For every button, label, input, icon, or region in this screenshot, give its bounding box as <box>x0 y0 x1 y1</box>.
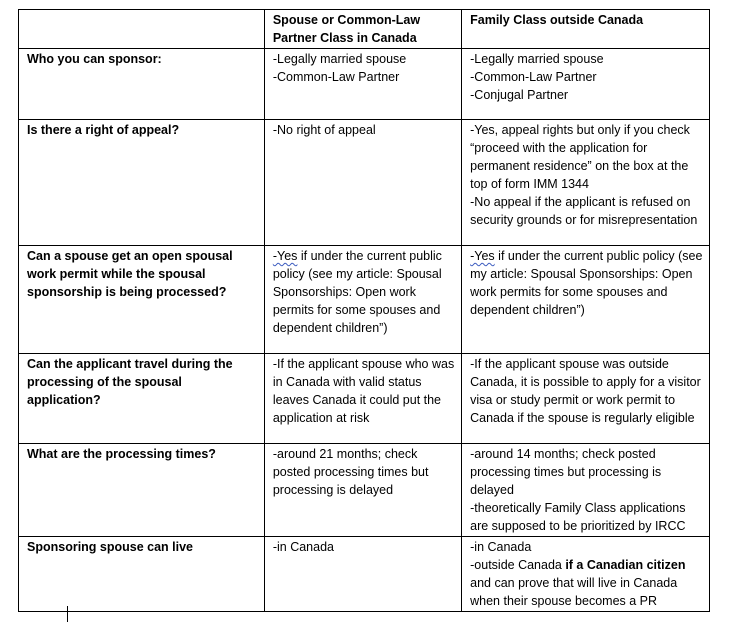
cell-line: -Conjugal Partner <box>470 88 569 102</box>
cell-line: -Yes, appeal rights but only if you check “proceed with the application for permanent residence” on the box at the top of form IMM 1344 <box>470 123 694 191</box>
cell-line: -Legally married spouse <box>272 52 407 66</box>
table-row <box>19 49 710 120</box>
cell-line: -around 14 months; check posted processing times but processing is delayed <box>470 447 665 497</box>
cell-col3[interactable] <box>462 537 710 612</box>
cell-col3[interactable] <box>462 49 710 120</box>
header-spouse-class-in-canada[interactable] <box>264 10 461 49</box>
cell-col3[interactable] <box>462 354 710 444</box>
cell-text: and can prove that will live in Canada when their spouse becomes a PR <box>470 558 689 608</box>
row-label: Can a spouse get an open spousal work permit while the spousal sponsorship is being processed? <box>27 249 233 299</box>
row-label: Who you can sponsor: <box>27 52 162 66</box>
row-label-cell[interactable] <box>19 354 265 444</box>
row-label-cell[interactable] <box>19 120 265 246</box>
row-label: Sponsoring spouse can live <box>27 540 194 554</box>
cell-line: -Legally married spouse <box>470 52 604 66</box>
cell-col3[interactable] <box>462 444 710 537</box>
cell-text: if under the current public policy (see my article: Spousal Sponsorships: Open work permits for some spouses and dependent children”) <box>470 249 703 317</box>
cell-line: -theoretically Family Class applications are supposed to be prioritized by IRCC <box>470 501 689 533</box>
row-label: Is there a right of appeal? <box>27 123 180 137</box>
cell-line <box>470 556 703 610</box>
cell-col2[interactable] <box>264 444 461 537</box>
cell-line: -Common-Law Partner <box>470 70 597 84</box>
cell-col2[interactable] <box>264 537 461 612</box>
header-family-class-outside-canada[interactable] <box>462 10 710 49</box>
cell-col2[interactable] <box>264 120 461 246</box>
comparison-table <box>18 9 710 612</box>
cell-col3[interactable] <box>462 120 710 246</box>
header-empty-cell[interactable] <box>19 10 265 49</box>
cell-line: -in Canada <box>470 540 532 554</box>
text-cursor <box>67 606 68 622</box>
cell-line: -No right of appeal <box>272 123 376 137</box>
table-row <box>19 120 710 246</box>
table-header-row <box>19 10 710 49</box>
table-row <box>19 246 710 354</box>
header-col3-text: Family Class outside Canada <box>470 13 644 27</box>
spellcheck-word: -Yes <box>470 249 495 263</box>
row-label-cell[interactable] <box>19 246 265 354</box>
table-row <box>19 444 710 537</box>
row-label-cell[interactable] <box>19 49 265 120</box>
spellcheck-word: -Yes <box>272 249 298 263</box>
cell-line: -Common-Law Partner <box>272 70 400 84</box>
cell-line: -around 21 months; check posted processing times but processing is delayed <box>272 447 432 497</box>
header-col2-text: Spouse or Common-Law Partner Class in Canada <box>272 13 421 45</box>
row-label: Can the applicant travel during the processing of the spousal application? <box>27 357 233 407</box>
row-label-cell[interactable] <box>19 444 265 537</box>
bold-text: if a Canadian citizen <box>565 558 686 572</box>
cell-col3[interactable] <box>462 246 710 354</box>
row-label-cell[interactable] <box>19 537 265 612</box>
row-label: What are the processing times? <box>27 447 216 461</box>
cell-line: -in Canada <box>272 540 334 554</box>
cell-text: -outside Canada <box>470 558 566 572</box>
table-row <box>19 537 710 612</box>
cell-line: -No appeal if the applicant is refused on security grounds or for misrepresentation <box>470 195 698 227</box>
table-row <box>19 354 710 444</box>
cell-line: -If the applicant spouse who was in Canada with valid status leaves Canada it could put the application at risk <box>272 357 458 425</box>
cell-col2[interactable] <box>264 354 461 444</box>
cell-col2[interactable] <box>264 49 461 120</box>
cell-line: -If the applicant spouse was outside Canada, it is possible to apply for a visitor visa or study permit or work permit to Canada if the spouse is regularly eligible <box>470 357 705 425</box>
cell-text: if under the current public policy (see my article: Spousal Sponsorships: Open work permits for some spouses and dependent children”) <box>272 249 442 335</box>
cell-col2[interactable] <box>264 246 461 354</box>
